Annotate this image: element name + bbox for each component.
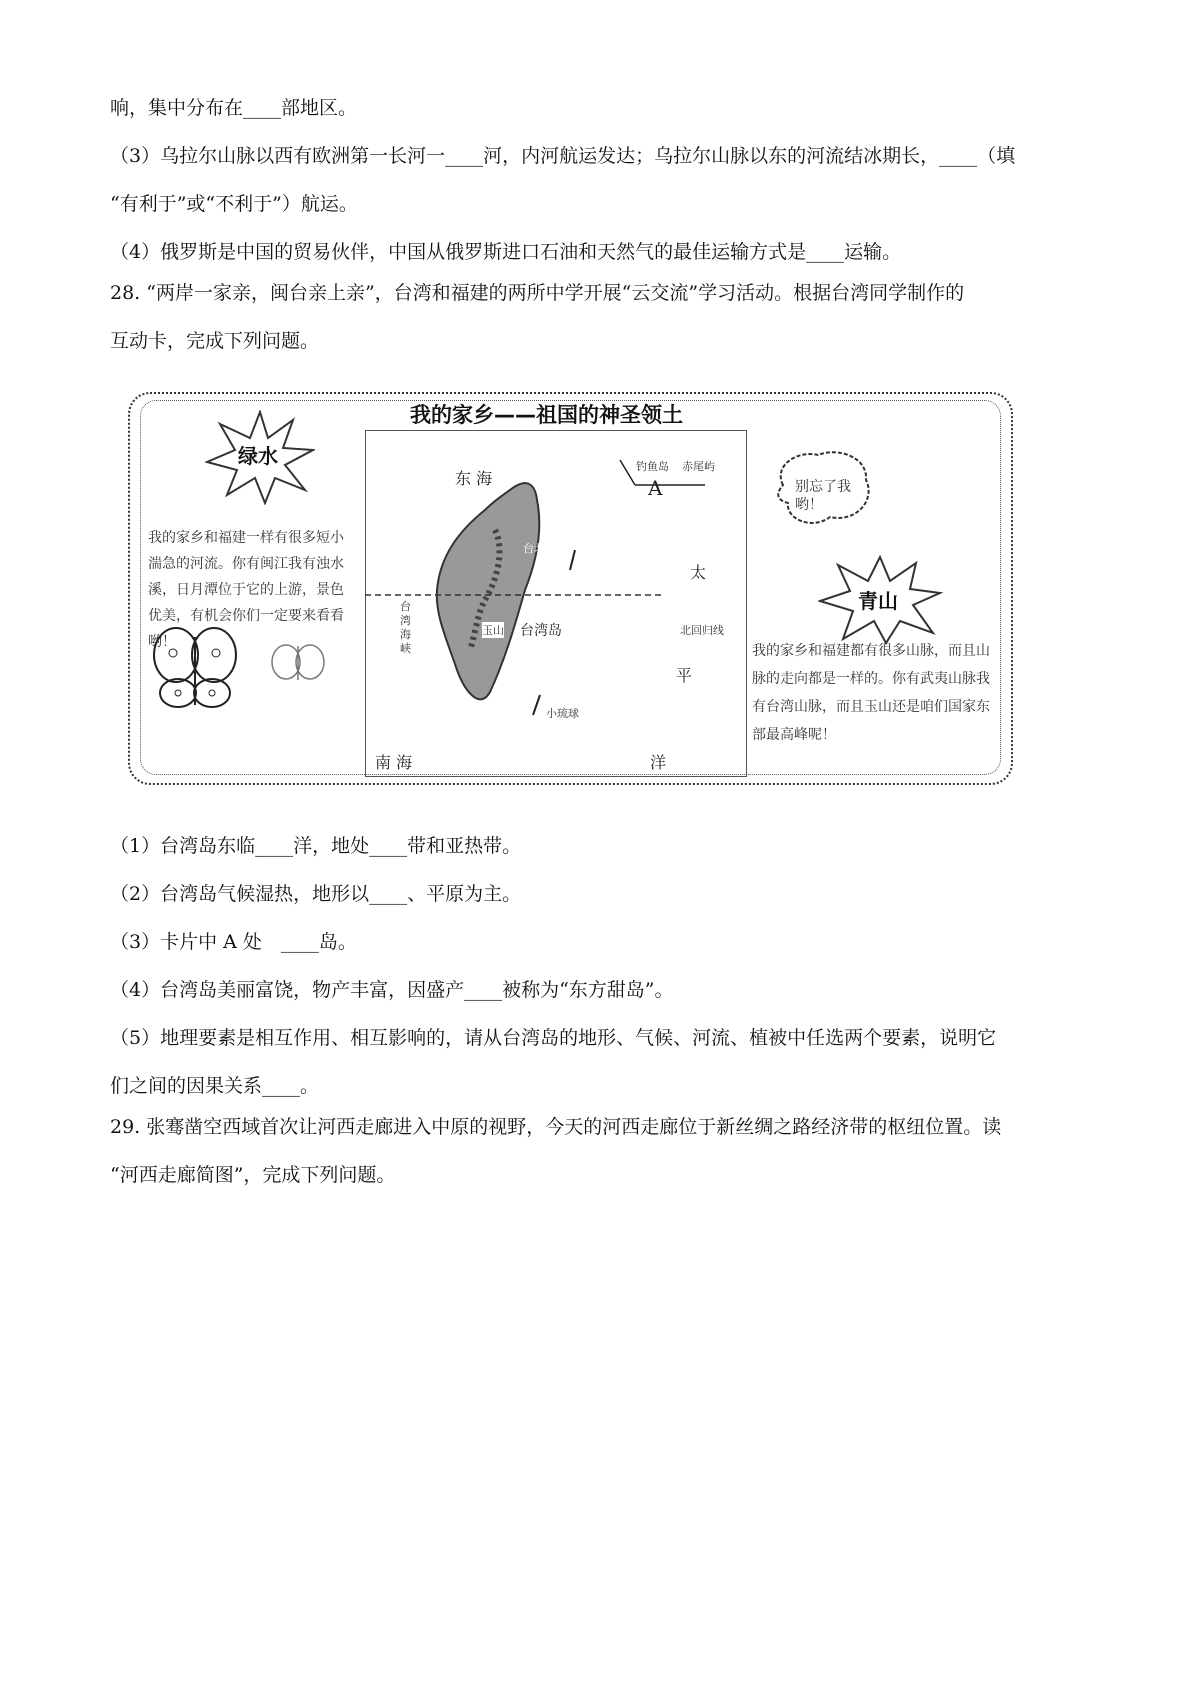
card-title: 我的家乡——祖国的神圣领土 [410,403,683,427]
question-29-line2: “河西走廊简图”，完成下列问题。 [110,1164,396,1186]
label-ocean-2: 平 [676,666,693,685]
label-yushan: 玉山 [482,624,504,637]
label-ocean-3: 洋 [650,753,667,772]
label-chiwei: 赤尾屿 [682,460,715,473]
label-xiaoliuqiu: 小琉球 [546,707,579,720]
label-south-sea: 南 海 [375,753,413,772]
label-taipei: 台北 [523,542,545,555]
question-28-line2: 互动卡，完成下列问题。 [110,330,320,352]
question-28-5-line1: （5）地理要素是相互作用、相互影响的，请从台湾岛的地形、气候、河流、植被中任选两个要素，说明它 [110,1027,997,1049]
card-left-text: 我的家乡和福建一样有很多短小湍急的河流。你有闽江我有浊水溪，日月潭位于它的上游，景色优美，有机会你们一定要来看看哟！ [148,530,344,650]
burst-right-label: 青山 [858,589,898,613]
question-28-line1: 28. “两岸一家亲，闽台亲上亲”，台湾和福建的两所中学开展“云交流”学习活动。根据台湾同学制作的 [110,282,965,304]
label-diaoyu: 钓鱼岛 [636,460,669,473]
label-tropic: 北回归线 [680,624,724,637]
question-28-4: （4）台湾岛美丽富饶，物产丰富，因盛产____被称为“东方甜岛”。 [110,979,674,1001]
question-28-3: （3）卡片中 A 处 ____岛。 [110,931,357,953]
label-strait: 台湾海峡 [400,600,411,655]
text-line-1: 响，集中分布在____部地区。 [110,97,358,119]
question-27-3-line2: “有利于”或“不利于”）航运。 [110,193,358,215]
question-27-4: （4）俄罗斯是中国的贸易伙伴，中国从俄罗斯进口石油和天然气的最佳运输方式是____运输。 [110,241,902,263]
label-east-sea: 东 海 [455,469,493,488]
taiwan-island-shape [365,430,745,775]
question-29-line1: 29. 张骞凿空西域首次让河西走廊进入中原的视野，今天的河西走廊位于新丝绸之路经济带的枢纽位置。读 [110,1116,1002,1138]
question-28-2: （2）台湾岛气候湿热，地形以____、平原为主。 [110,883,522,905]
speech-bubble-text: 别忘了我哟！ [795,479,851,513]
question-28-1: （1）台湾岛东临____洋，地处____带和亚热带。 [110,835,522,857]
question-27-3-line1: （3）乌拉尔山脉以西有欧洲第一长河一____河，内河航运发达；乌拉尔山脉以东的河流结冰期长，____（填 [110,145,1016,167]
label-ocean-1: 太 [690,563,707,582]
card-right-text: 我的家乡和福建都有很多山脉，而且山脉的走向都是一样的。你有武夷山脉我有台湾山脉，而且玉山还是咱们国家东部最高峰呢！ [752,643,990,743]
small-butterfly-icon [268,640,328,685]
butterfly-icon [148,625,243,710]
question-28-5-line2: 们之间的因果关系____。 [110,1075,320,1097]
label-point-a: A [648,476,663,500]
burst-left-label: 绿水 [238,444,278,468]
label-taiwan-island: 台湾岛 [520,623,562,639]
